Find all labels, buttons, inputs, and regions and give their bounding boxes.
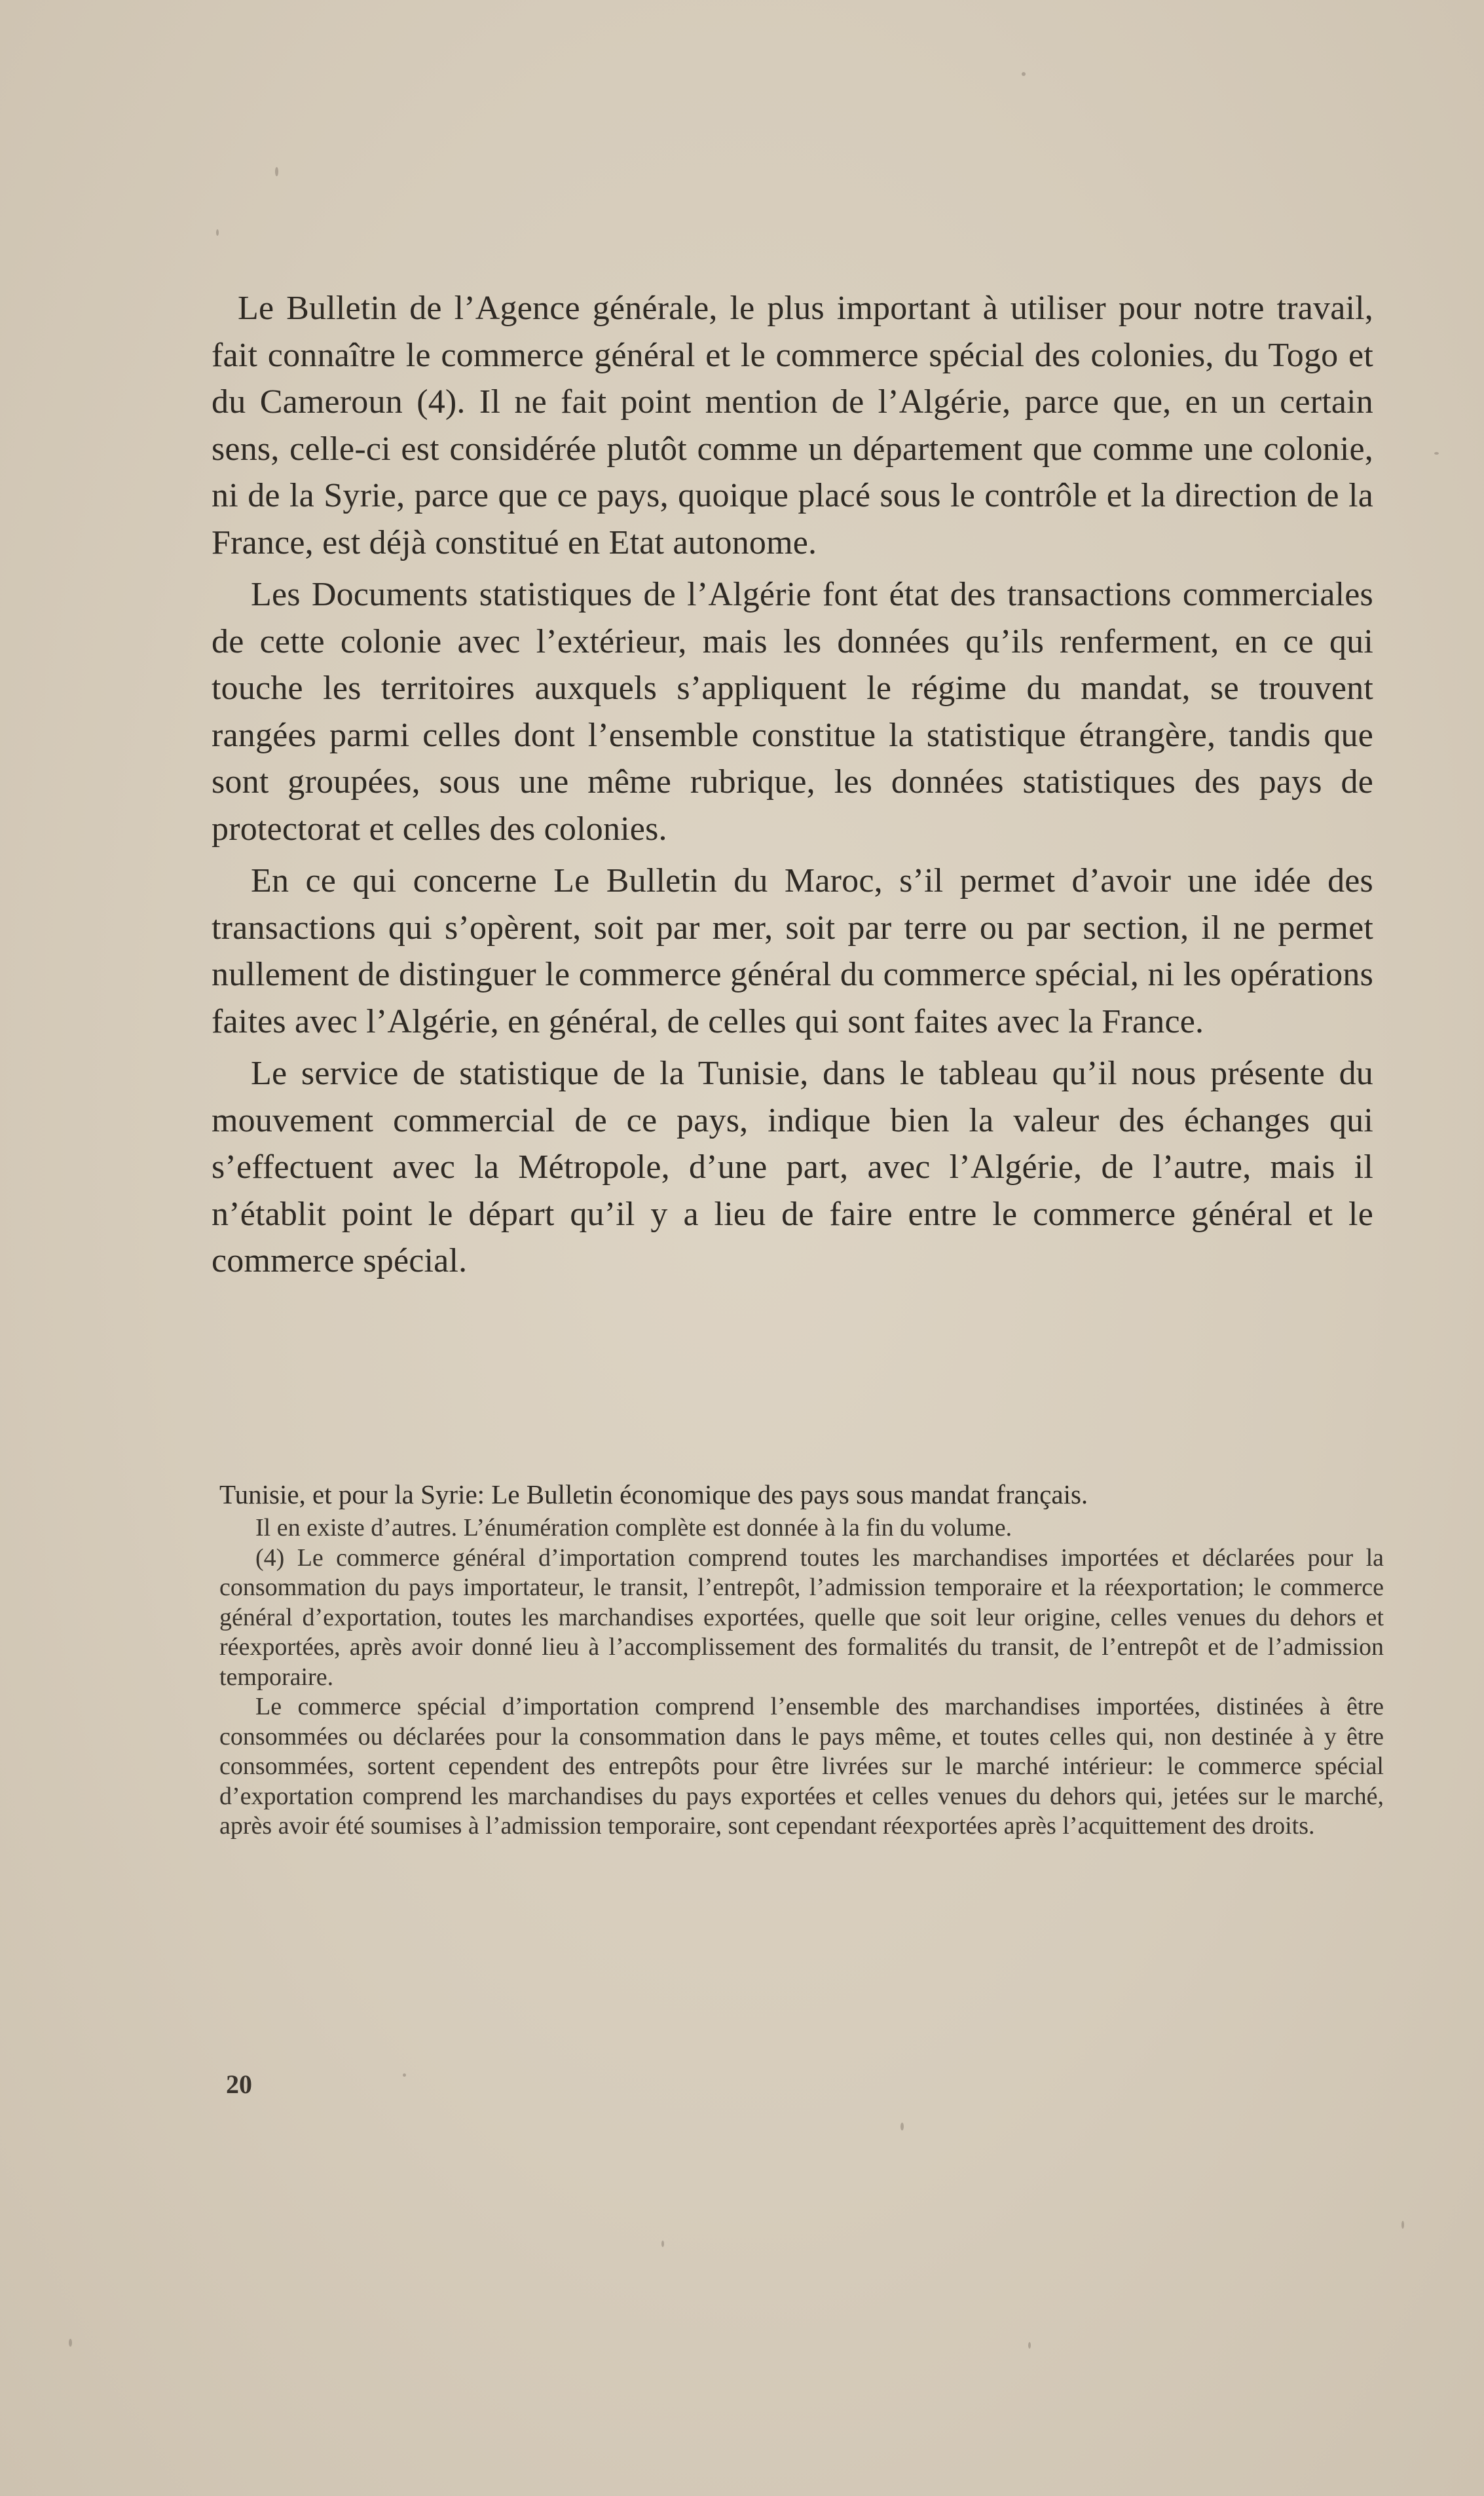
footnote-other-sources: Il en existe d’autres. L’énumération complète est donnée à la fin du volume.: [255, 1514, 1012, 1541]
paragraph-1: Le Bulletin de l’Agence générale, le plus important à utiliser pour notre travail, fait connaître le commerce général et le commerce spécial des colonies, du Togo et du Cameroun (4). Il ne fait point mention de l’Algérie, parce que, en un certain sens, celle-ci est considérée plutôt comme un département que comme une colonie, ni de la Syrie, parce que ce pays, quoique placé sous le contrôle et la direction de la France, est déjà constitué en Etat autonome.: [212, 290, 1373, 561]
paper-speck: [1022, 72, 1026, 76]
page-number: 20: [226, 2070, 252, 2099]
paper-speck: [900, 2123, 904, 2130]
paper-speck: [216, 229, 219, 236]
paper-speck: [69, 2339, 72, 2347]
footnote-4-general: (4) Le commerce général d’importation comprend toutes les marchandises importées et déclarées pour la consommation du pays importateur, le transit, l’entrepôt, l’admission temporaire et la réexportation; le commerce général d’exportation, toutes les marchandises exportées, quelle que soit leur origine, celles venues du dehors et réexportées, après avoir donné lieu à l’accomplissement des formalités du transit, de l’entrepôt et de l’admission temporaire.: [219, 1543, 1384, 1691]
paragraph-4: Le service de statistique de la Tunisie, dans le tableau qu’il nous présente du mouvement commercial de ce pays, indique bien la valeur des échanges qui s’effectuent avec la Métropole, d’une part, avec l’Algérie, de l’autre, mais il n’établit point le départ qu’il y a lieu de faire entre le commerce général et le commerce spécial.: [212, 1055, 1373, 1279]
paper-speck: [661, 2241, 664, 2247]
footnote-4-special: Le commerce spécial d’importation comprend l’ensemble des marchandises importées, distinées à être consommées ou déclarées pour la consommation dans le pays même, et toutes celles qui, non destinée à y être consommées, sortent cependent des entrepôts pour être livrées sur le marché intérieur: le commerce spécial d’exportation comprend les marchandises du pays exportées et celles venues du dehors qui, jetées sur le marché, après avoir été soumises à l’admission temporaire, sont cependant réexportées après l’acquittement des droits.: [219, 1693, 1384, 1840]
paper-speck: [1028, 2342, 1031, 2349]
paragraph-3: En ce qui concerne Le Bulletin du Maroc, s’il permet d’avoir une idée des transactions qui s’opèrent, soit par mer, soit par terre ou par section, il ne permet nullement de distinguer le commerce général du commerce spécial, ni les opérations faites avec l’Algérie, en général, de celles qui sont faites avec la France.: [212, 862, 1373, 1040]
paper-speck: [1401, 2221, 1404, 2229]
footnotes: [219, 1479, 1384, 1842]
paragraph-2: Les Documents statistiques de l’Algérie font état des transactions commerciales de cette colonie avec l’extérieur, mais les données qu’ils renferment, en ce qui touche les territoires auxquels s’appliquent le régime du mandat, se trouvent rangées parmi celles dont l’ensemble constitue la statistique étrangère, tandis que sont groupées, sous une même rubrique, les données statistiques des pays de protectorat et celles des colonies.: [212, 576, 1373, 848]
paper-speck: [403, 2073, 406, 2077]
paper-speck: [275, 167, 278, 176]
paper-speck: [1434, 452, 1439, 455]
body-text: [212, 285, 1373, 1290]
footnote-continuation: Tunisie, et pour la Syrie: Le Bulletin économique des pays sous mandat français.: [219, 1479, 1088, 1509]
